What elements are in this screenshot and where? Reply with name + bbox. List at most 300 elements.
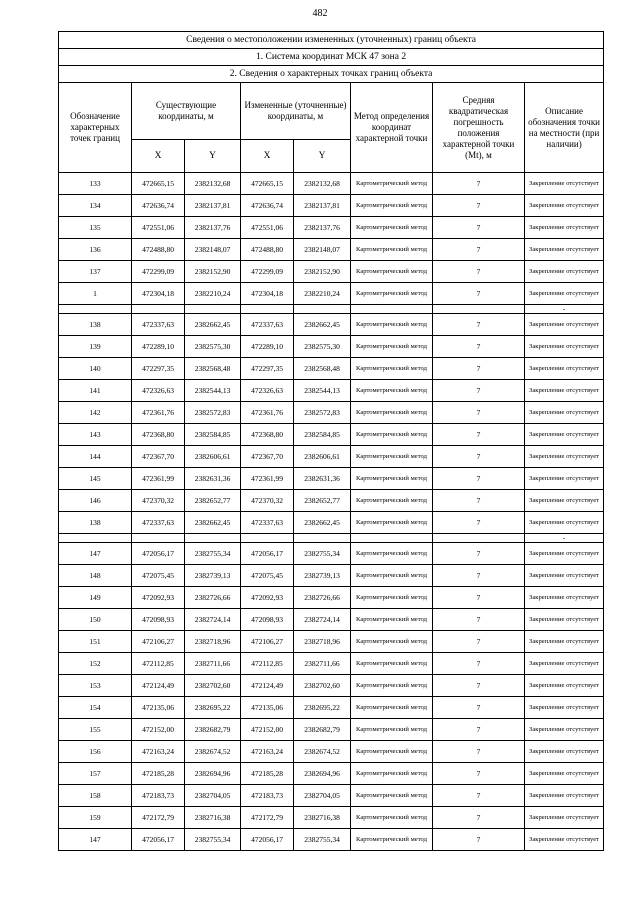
method-cell: Картометрический метод [351,173,433,195]
table-row [59,217,604,239]
existing-x-cell: 472297,35 [132,358,185,380]
point-id-cell: 157 [59,763,132,785]
table-row [59,424,604,446]
description-cell: Закрепление отсутствует [525,380,604,402]
changed-x-cell: 472289,10 [241,336,294,358]
changed-y-cell: 2382662,45 [294,314,351,336]
point-id-cell: 153 [59,675,132,697]
rms-error-cell: 7 [433,587,525,609]
point-id-cell: 137 [59,261,132,283]
table-row [59,380,604,402]
table-row [59,653,604,675]
table-row [59,195,604,217]
separator-cell [185,305,241,314]
changed-x-cell: 472361,76 [241,402,294,424]
table-row [59,468,604,490]
description-cell: Закрепление отсутствует [525,741,604,763]
existing-x-cell: 472075,45 [132,565,185,587]
changed-y-cell: 2382724,14 [294,609,351,631]
existing-x-cell: 472361,99 [132,468,185,490]
changed-y-cell: 2382755,34 [294,829,351,851]
existing-y-cell: 2382568,48 [185,358,241,380]
table-row [59,807,604,829]
group-separator-row [59,534,604,543]
separator-cell [351,534,433,543]
changed-x-cell: 472297,35 [241,358,294,380]
changed-y-cell: 2382572,83 [294,402,351,424]
method-cell: Картометрический метод [351,587,433,609]
existing-y-cell: 2382572,83 [185,402,241,424]
existing-x-cell: 472152,00 [132,719,185,741]
description-cell: Закрепление отсутствует [525,807,604,829]
changed-x-cell: 472163,24 [241,741,294,763]
changed-x-cell: 472551,06 [241,217,294,239]
table-row [59,565,604,587]
description-cell: Закрепление отсутствует [525,631,604,653]
point-id-cell: 156 [59,741,132,763]
rms-error-cell: 7 [433,675,525,697]
existing-y-cell: 2382137,81 [185,195,241,217]
rms-error-cell: 7 [433,424,525,446]
table-row [59,358,604,380]
description-cell: Закрепление отсутствует [525,719,604,741]
changed-y-cell: 2382739,13 [294,565,351,587]
page-number: 482 [312,8,328,19]
changed-x-cell: 472299,09 [241,261,294,283]
point-id-cell: 140 [59,358,132,380]
existing-x-cell: 472488,80 [132,239,185,261]
rms-error-cell: 7 [433,697,525,719]
existing-y-cell: 2382682,79 [185,719,241,741]
description-cell: Закрепление отсутствует [525,217,604,239]
existing-y-cell: 2382132,68 [185,173,241,195]
changed-x-cell: 472112,85 [241,653,294,675]
header-changed-y: Y [294,140,351,173]
changed-x-cell: 472665,15 [241,173,294,195]
method-cell: Картометрический метод [351,239,433,261]
description-cell: Закрепление отсутствует [525,653,604,675]
rms-error-cell: 7 [433,565,525,587]
group-separator-row [59,305,604,314]
rms-error-cell: 7 [433,358,525,380]
table-row [59,631,604,653]
description-cell: Закрепление отсутствует [525,261,604,283]
method-cell: Картометрический метод [351,424,433,446]
table-row [59,283,604,305]
description-cell: Закрепление отсутствует [525,446,604,468]
changed-x-cell: 472056,17 [241,829,294,851]
description-cell: Закрепление отсутствует [525,314,604,336]
changed-y-cell: 2382711,66 [294,653,351,675]
method-cell: Картометрический метод [351,358,433,380]
rms-error-cell: 7 [433,446,525,468]
changed-y-cell: 2382210,24 [294,283,351,305]
description-cell: Закрепление отсутствует [525,490,604,512]
changed-y-cell: 2382694,96 [294,763,351,785]
description-cell: Закрепление отсутствует [525,829,604,851]
header-changed-coords: Измененные (уточненные) координаты, м [241,83,351,140]
changed-x-cell: 472106,27 [241,631,294,653]
existing-y-cell: 2382662,45 [185,512,241,534]
description-cell: Закрепление отсутствует [525,402,604,424]
point-id-cell: 159 [59,807,132,829]
rms-error-cell: 7 [433,763,525,785]
separator-cell [59,534,132,543]
separator-cell [241,534,294,543]
point-id-cell: 149 [59,587,132,609]
separator-cell: - [525,534,604,543]
table-row [59,402,604,424]
method-cell: Картометрический метод [351,336,433,358]
changed-x-cell: 472337,63 [241,314,294,336]
rms-error-cell: 7 [433,283,525,305]
table-row [59,609,604,631]
point-id-cell: 152 [59,653,132,675]
separator-cell [185,534,241,543]
point-id-cell: 141 [59,380,132,402]
method-cell: Картометрический метод [351,697,433,719]
rms-error-cell: 7 [433,719,525,741]
rms-error-cell: 7 [433,631,525,653]
existing-x-cell: 472056,17 [132,829,185,851]
point-id-cell: 158 [59,785,132,807]
rms-error-cell: 7 [433,512,525,534]
rms-error-cell: 7 [433,195,525,217]
point-id-cell: 138 [59,512,132,534]
changed-x-cell: 472183,73 [241,785,294,807]
method-cell: Картометрический метод [351,283,433,305]
changed-y-cell: 2382726,66 [294,587,351,609]
header-existing-coords: Существующие координаты, м [132,83,241,140]
existing-x-cell: 472163,24 [132,741,185,763]
changed-x-cell: 472056,17 [241,543,294,565]
coordinate-system-row: 1. Система координат МСК 47 зона 2 [59,49,604,66]
changed-x-cell: 472368,80 [241,424,294,446]
changed-x-cell: 472185,28 [241,763,294,785]
existing-x-cell: 472098,93 [132,609,185,631]
point-id-cell: 155 [59,719,132,741]
existing-y-cell: 2382575,30 [185,336,241,358]
changed-y-cell: 2382568,48 [294,358,351,380]
changed-x-cell: 472124,49 [241,675,294,697]
method-cell: Картометрический метод [351,217,433,239]
point-id-cell: 147 [59,829,132,851]
description-cell: Закрепление отсутствует [525,785,604,807]
changed-x-cell: 472488,80 [241,239,294,261]
rms-error-cell: 7 [433,217,525,239]
existing-y-cell: 2382137,76 [185,217,241,239]
rms-error-cell: 7 [433,173,525,195]
point-id-cell: 154 [59,697,132,719]
changed-y-cell: 2382584,85 [294,424,351,446]
method-cell: Картометрический метод [351,261,433,283]
header-method: Метод определения координат характерной точки [351,83,433,173]
point-id-cell: 147 [59,543,132,565]
existing-y-cell: 2382695,22 [185,697,241,719]
existing-x-cell: 472135,06 [132,697,185,719]
existing-y-cell: 2382606,61 [185,446,241,468]
table-row [59,314,604,336]
separator-cell [132,534,185,543]
header-existing-x: X [132,140,185,173]
changed-x-cell: 472135,06 [241,697,294,719]
changed-y-cell: 2382152,90 [294,261,351,283]
rms-error-cell: 7 [433,785,525,807]
method-cell: Картометрический метод [351,609,433,631]
changed-y-cell: 2382704,05 [294,785,351,807]
separator-cell [294,534,351,543]
separator-cell [351,305,433,314]
table-row [59,336,604,358]
table-row [59,261,604,283]
table-row [59,741,604,763]
existing-x-cell: 472361,76 [132,402,185,424]
existing-y-cell: 2382755,34 [185,829,241,851]
rms-error-cell: 7 [433,543,525,565]
table-row [59,829,604,851]
table-row [59,763,604,785]
existing-y-cell: 2382584,85 [185,424,241,446]
existing-y-cell: 2382716,38 [185,807,241,829]
table-row [59,785,604,807]
existing-x-cell: 472124,49 [132,675,185,697]
existing-y-cell: 2382718,96 [185,631,241,653]
existing-x-cell: 472106,27 [132,631,185,653]
changed-y-cell: 2382631,36 [294,468,351,490]
point-id-cell: 138 [59,314,132,336]
rms-error-cell: 7 [433,609,525,631]
changed-y-cell: 2382702,60 [294,675,351,697]
changed-x-cell: 472172,79 [241,807,294,829]
existing-y-cell: 2382739,13 [185,565,241,587]
method-cell: Картометрический метод [351,785,433,807]
table-row [59,697,604,719]
existing-x-cell: 472056,17 [132,543,185,565]
method-cell: Картометрический метод [351,543,433,565]
existing-y-cell: 2382631,36 [185,468,241,490]
description-cell: Закрепление отсутствует [525,195,604,217]
existing-x-cell: 472337,63 [132,314,185,336]
method-cell: Картометрический метод [351,468,433,490]
point-id-cell: 139 [59,336,132,358]
method-cell: Картометрический метод [351,719,433,741]
table-row [59,239,604,261]
existing-x-cell: 472092,93 [132,587,185,609]
existing-y-cell: 2382726,66 [185,587,241,609]
existing-y-cell: 2382152,90 [185,261,241,283]
separator-cell [132,305,185,314]
point-id-cell: 150 [59,609,132,631]
existing-y-cell: 2382148,07 [185,239,241,261]
separator-cell: - [525,305,604,314]
method-cell: Картометрический метод [351,402,433,424]
point-id-cell: 142 [59,402,132,424]
point-id-cell: 136 [59,239,132,261]
changed-y-cell: 2382137,76 [294,217,351,239]
separator-cell [241,305,294,314]
table-row [59,173,604,195]
table-row [59,719,604,741]
header-point-designation: Обозначение характерных точек границ [59,83,132,173]
changed-y-cell: 2382148,07 [294,239,351,261]
existing-y-cell: 2382544,13 [185,380,241,402]
changed-x-cell: 472636,74 [241,195,294,217]
description-cell: Закрепление отсутствует [525,239,604,261]
existing-x-cell: 472326,63 [132,380,185,402]
method-cell: Картометрический метод [351,807,433,829]
method-cell: Картометрический метод [351,763,433,785]
point-id-cell: 145 [59,468,132,490]
table-row [59,543,604,565]
rms-error-cell: 7 [433,829,525,851]
changed-y-cell: 2382718,96 [294,631,351,653]
method-cell: Картометрический метод [351,446,433,468]
header-changed-x: X [241,140,294,173]
changed-y-cell: 2382716,38 [294,807,351,829]
description-cell: Закрепление отсутствует [525,543,604,565]
method-cell: Картометрический метод [351,653,433,675]
rms-error-cell: 7 [433,402,525,424]
point-id-cell: 144 [59,446,132,468]
existing-x-cell: 472370,32 [132,490,185,512]
description-cell: Закрепление отсутствует [525,283,604,305]
point-id-cell: 133 [59,173,132,195]
changed-x-cell: 472370,32 [241,490,294,512]
changed-x-cell: 472337,63 [241,512,294,534]
existing-y-cell: 2382694,96 [185,763,241,785]
separator-cell [433,534,525,543]
existing-x-cell: 472299,09 [132,261,185,283]
rms-error-cell: 7 [433,653,525,675]
point-id-cell: 1 [59,283,132,305]
description-cell: Закрепление отсутствует [525,587,604,609]
point-id-cell: 135 [59,217,132,239]
header-rms-error: Средняя квадратическая погрешность положения характерной точки (Mt), м [433,83,525,173]
method-cell: Картометрический метод [351,675,433,697]
rms-error-cell: 7 [433,239,525,261]
description-cell: Закрепление отсутствует [525,697,604,719]
table-row [59,512,604,534]
table-row [59,446,604,468]
changed-y-cell: 2382662,45 [294,512,351,534]
point-id-cell: 146 [59,490,132,512]
boundary-points-table [58,31,604,851]
method-cell: Картометрический метод [351,490,433,512]
changed-y-cell: 2382606,61 [294,446,351,468]
existing-x-cell: 472112,85 [132,653,185,675]
separator-cell [294,305,351,314]
changed-y-cell: 2382674,52 [294,741,351,763]
changed-x-cell: 472098,93 [241,609,294,631]
existing-y-cell: 2382210,24 [185,283,241,305]
method-cell: Картометрический метод [351,741,433,763]
changed-x-cell: 472361,99 [241,468,294,490]
description-cell: Закрепление отсутствует [525,424,604,446]
method-cell: Картометрический метод [351,314,433,336]
existing-x-cell: 472551,06 [132,217,185,239]
changed-x-cell: 472152,00 [241,719,294,741]
existing-y-cell: 2382652,77 [185,490,241,512]
changed-x-cell: 472092,93 [241,587,294,609]
method-cell: Картометрический метод [351,631,433,653]
existing-y-cell: 2382755,34 [185,543,241,565]
changed-y-cell: 2382575,30 [294,336,351,358]
rms-error-cell: 7 [433,314,525,336]
existing-y-cell: 2382704,05 [185,785,241,807]
rms-error-cell: 7 [433,807,525,829]
existing-y-cell: 2382702,60 [185,675,241,697]
existing-x-cell: 472636,74 [132,195,185,217]
existing-y-cell: 2382662,45 [185,314,241,336]
description-cell: Закрепление отсутствует [525,336,604,358]
changed-y-cell: 2382652,77 [294,490,351,512]
changed-x-cell: 472075,45 [241,565,294,587]
section-title-row: 2. Сведения о характерных точках границ объекта [59,66,604,83]
changed-x-cell: 472304,18 [241,283,294,305]
rms-error-cell: 7 [433,336,525,358]
method-cell: Картометрический метод [351,380,433,402]
table-title: Сведения о местоположении измененных (уточненных) границ объекта [59,32,604,49]
description-cell: Закрепление отсутствует [525,565,604,587]
rms-error-cell: 7 [433,380,525,402]
rms-error-cell: 7 [433,468,525,490]
table-row [59,587,604,609]
description-cell: Закрепление отсутствует [525,468,604,490]
rms-error-cell: 7 [433,261,525,283]
changed-y-cell: 2382755,34 [294,543,351,565]
existing-x-cell: 472367,70 [132,446,185,468]
existing-x-cell: 472368,80 [132,424,185,446]
description-cell: Закрепление отсутствует [525,763,604,785]
rms-error-cell: 7 [433,490,525,512]
table-row [59,675,604,697]
existing-x-cell: 472665,15 [132,173,185,195]
existing-y-cell: 2382724,14 [185,609,241,631]
changed-y-cell: 2382544,13 [294,380,351,402]
point-id-cell: 134 [59,195,132,217]
changed-y-cell: 2382132,68 [294,173,351,195]
description-cell: Закрепление отсутствует [525,512,604,534]
changed-y-cell: 2382682,79 [294,719,351,741]
existing-x-cell: 472304,18 [132,283,185,305]
description-cell: Закрепление отсутствует [525,675,604,697]
header-description: Описание обозначения точки на местности (при наличии) [525,83,604,173]
point-id-cell: 151 [59,631,132,653]
changed-y-cell: 2382695,22 [294,697,351,719]
point-id-cell: 148 [59,565,132,587]
description-cell: Закрепление отсутствует [525,609,604,631]
description-cell: Закрепление отсутствует [525,173,604,195]
separator-cell [433,305,525,314]
method-cell: Картометрический метод [351,565,433,587]
existing-x-cell: 472172,79 [132,807,185,829]
point-id-cell: 143 [59,424,132,446]
table-row [59,490,604,512]
method-cell: Картометрический метод [351,512,433,534]
existing-x-cell: 472337,63 [132,512,185,534]
changed-x-cell: 472326,63 [241,380,294,402]
existing-x-cell: 472289,10 [132,336,185,358]
rms-error-cell: 7 [433,741,525,763]
changed-y-cell: 2382137,81 [294,195,351,217]
header-existing-y: Y [185,140,241,173]
existing-y-cell: 2382674,52 [185,741,241,763]
separator-cell [59,305,132,314]
method-cell: Картометрический метод [351,195,433,217]
existing-y-cell: 2382711,66 [185,653,241,675]
method-cell: Картометрический метод [351,829,433,851]
description-cell: Закрепление отсутствует [525,358,604,380]
